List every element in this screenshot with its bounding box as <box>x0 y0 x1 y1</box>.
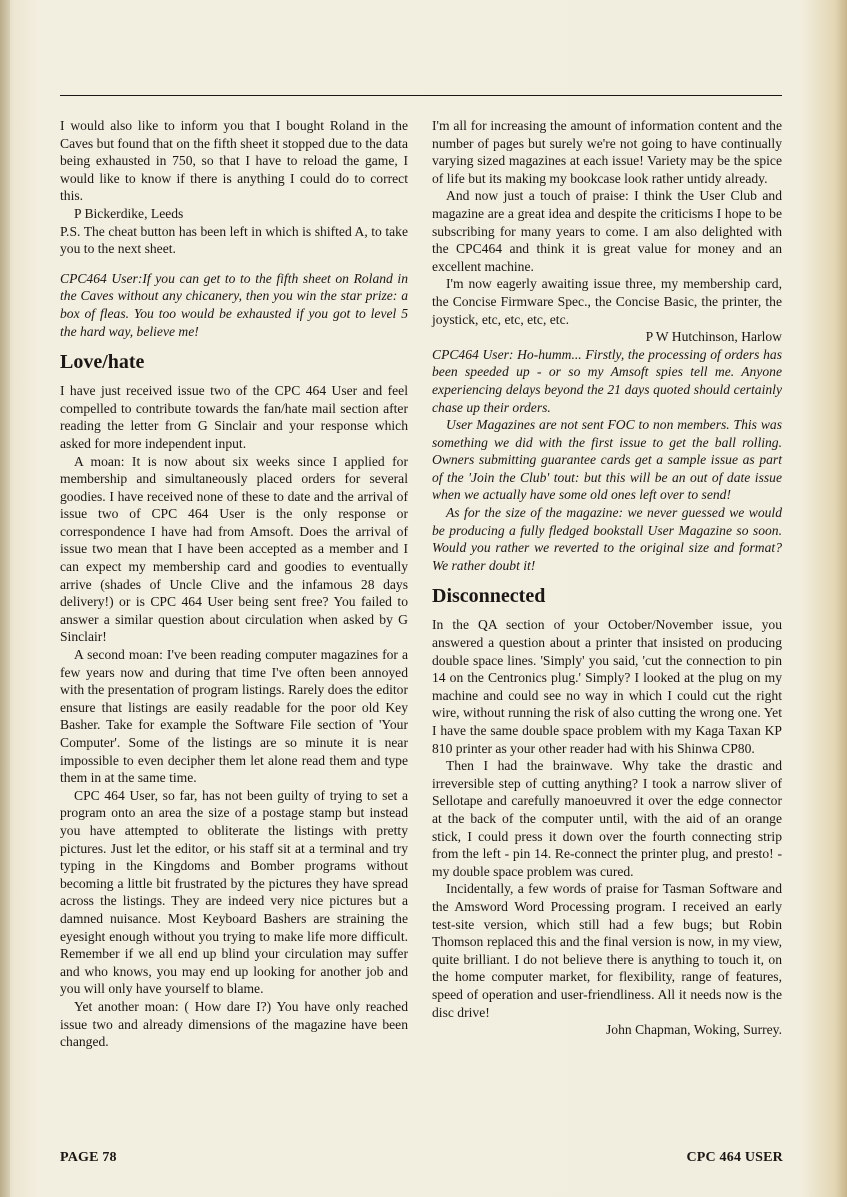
right-column <box>432 117 782 1039</box>
letter-paragraph: In the QA section of your October/November issue, you answered a question about a printer that insisted on producing double space lines. 'Simply' you said, 'cut the connection to pin 14 on the Centronics plug.' Simply? I looked at the plug on my machine and could see no way in which I could cut the right wire, without running the risk of also cutting the wrong one. Yet I have the same double space problem with my Kaga Taxan KP 810 printer as your other reader had with his Shinwa CP80. <box>432 617 782 756</box>
letter-signature: John Chapman, Woking, Surrey. <box>606 1022 782 1038</box>
left-column <box>60 117 408 1051</box>
section-heading-disconnected: Disconnected <box>432 585 546 608</box>
letter-paragraph: I'm all for increasing the amount of information content and the number of pages but surely we're not going to have continually varying sized magazines at each issue! Variety may be the spice of life but its making my bookcase look rather untidy already. <box>432 118 782 186</box>
letter-paragraph: Incidentally, a few words of praise for Tasman Software and the Amsword Word Processing program. I received an early test-site version, which still had a few bugs; but Robin Thomson replaced this and the final version is now, in my view, quite brilliant. I do not believe there is anything to touch it, on the home computer market, for flexibility, range of features, speed of operation and user-friendliness. All it needs now is the disc drive! <box>432 881 782 1020</box>
letter-paragraph: Then I had the brainwave. Why take the drastic and irreversible step of cutting anything? I took a narrow sliver of Sellotape and carefully manoeuvred it over the edge connector at the back of the computer until, with the aid of an orange stick, I could press it down over the fourth connecting strip from the left - pin 14. Re-connect the printer plug, and presto! - my double space problem was cured. <box>432 758 782 879</box>
section-heading-love-hate: Love/hate <box>60 351 145 374</box>
letter-paragraph: And now just a touch of praise: I think the User Club and magazine are a great idea and despite the criticisms I hope to be subscribing for many years to come. I am also delighted with the CPC464 and think it is great value for money and an excellent machine. <box>432 188 782 274</box>
letter-signature: P Bickerdike, Leeds <box>74 205 184 221</box>
editor-reply: As for the size of the magazine: we never guessed we would be producing a fully fledged bookstall User Magazine so soon. Would you rather we reverted to the original size and format? We rather doubt it! <box>432 505 782 573</box>
letter-paragraph: I have just received issue two of the CPC 464 User and feel compelled to contribute towards the fan/hate mail section after reading the letter from G Sinclair and your response which asked for more independent input. <box>60 383 408 451</box>
page-binding-edge <box>0 0 10 1197</box>
letter-paragraph: CPC 464 User, so far, has not been guilty of trying to set a program onto an area the size of a postage stamp but instead you have attempted to obliterate the listings with pretty pictures. Just let the editor, or his staff sit at a terminal and try typing in the Kingdoms and Bomber programs without becoming a little bit frustrated by the pictures they have spread across the listings. They are indeed very nice pictures but a damned nuisance. Most Keyboard Bashers are straining the eyesight enough without you trying to make life more difficult. Remember if we all end up blind your circulation may suffer and who knows, you may end up looking for another job and you will only have yourself to blame. <box>60 787 408 997</box>
letter-paragraph: A second moan: I've been reading computer magazines for a few years now and during that time I've often been annoyed with the presentation of program listings. Rarely does the editor ensure that listings are easily readable for the poor old Key Basher. Take for example the Software File section of 'Your Computer'. Some of the listings are so minute it is near impossible to even decipher them let alone read them and type them in at the same time. <box>60 647 408 786</box>
page-number: PAGE 78 <box>60 1150 117 1165</box>
editor-reply: CPC464 User:If you can get to to the fifth sheet on Roland in the Caves without any chicanery, then you win the star prize: a box of fleas. You too would be exhausted if you got to level 5 the hard way, believe me! <box>60 270 408 339</box>
magazine-title: CPC 464 USER <box>686 1150 783 1165</box>
letter-signature: P W Hutchinson, Harlow <box>645 329 782 345</box>
letter-paragraph: Yet another moan: ( How dare I?) You have only reached issue two and already dimensions of the magazine have been changed. <box>60 998 408 1050</box>
letter-paragraph: A moan: It is now about six weeks since I applied for membership and simultaneously placed orders for several goodies. I have received none of these to date and the arrival of issue two of CPC 464 User is the only response or correspondence I have had from Amsoft. Does the arrival of issue two mean that I have been accepted as a member and I can expect my membership card and goodies to eventually arrive (shades of Uncle Clive and the infamous 28 days delivery!) or is CPC 464 User being sent free? You failed to answer a similar question about circulation when asked by G Sinclair! <box>60 453 408 645</box>
header-rule <box>60 95 782 96</box>
editor-reply: User Magazines are not sent FOC to non members. This was something we did with the first issue to get the ball rolling. Owners submitting guarantee cards get a sample issue as part of the 'Join the Club' tout: but this will be an out of date issue when we actually have some old ones left over to send! <box>432 417 782 503</box>
letter-paragraph: I'm now eagerly awaiting issue three, my membership card, the Concise Firmware Spec., the Concise Basic, the printer, the joystick, etc, etc, etc, etc. <box>432 276 782 327</box>
letter-paragraph: I would also like to inform you that I bought Roland in the Caves but found that on the fifth sheet it stopped due to the data being exhausted in 750, so that I have to reload the game, I would like to know if there is anything I could do to correct this. <box>60 118 408 204</box>
letter-postscript: P.S. The cheat button has been left in which is shifted A, to take you to the next sheet. <box>60 223 408 257</box>
editor-reply: CPC464 User: Ho-humm... Firstly, the processing of orders has been speeded up - or so my Amsoft spies tell me. Anyone experiencing delays beyond the 21 days quoted should certainly chase up their orders. <box>432 346 782 415</box>
